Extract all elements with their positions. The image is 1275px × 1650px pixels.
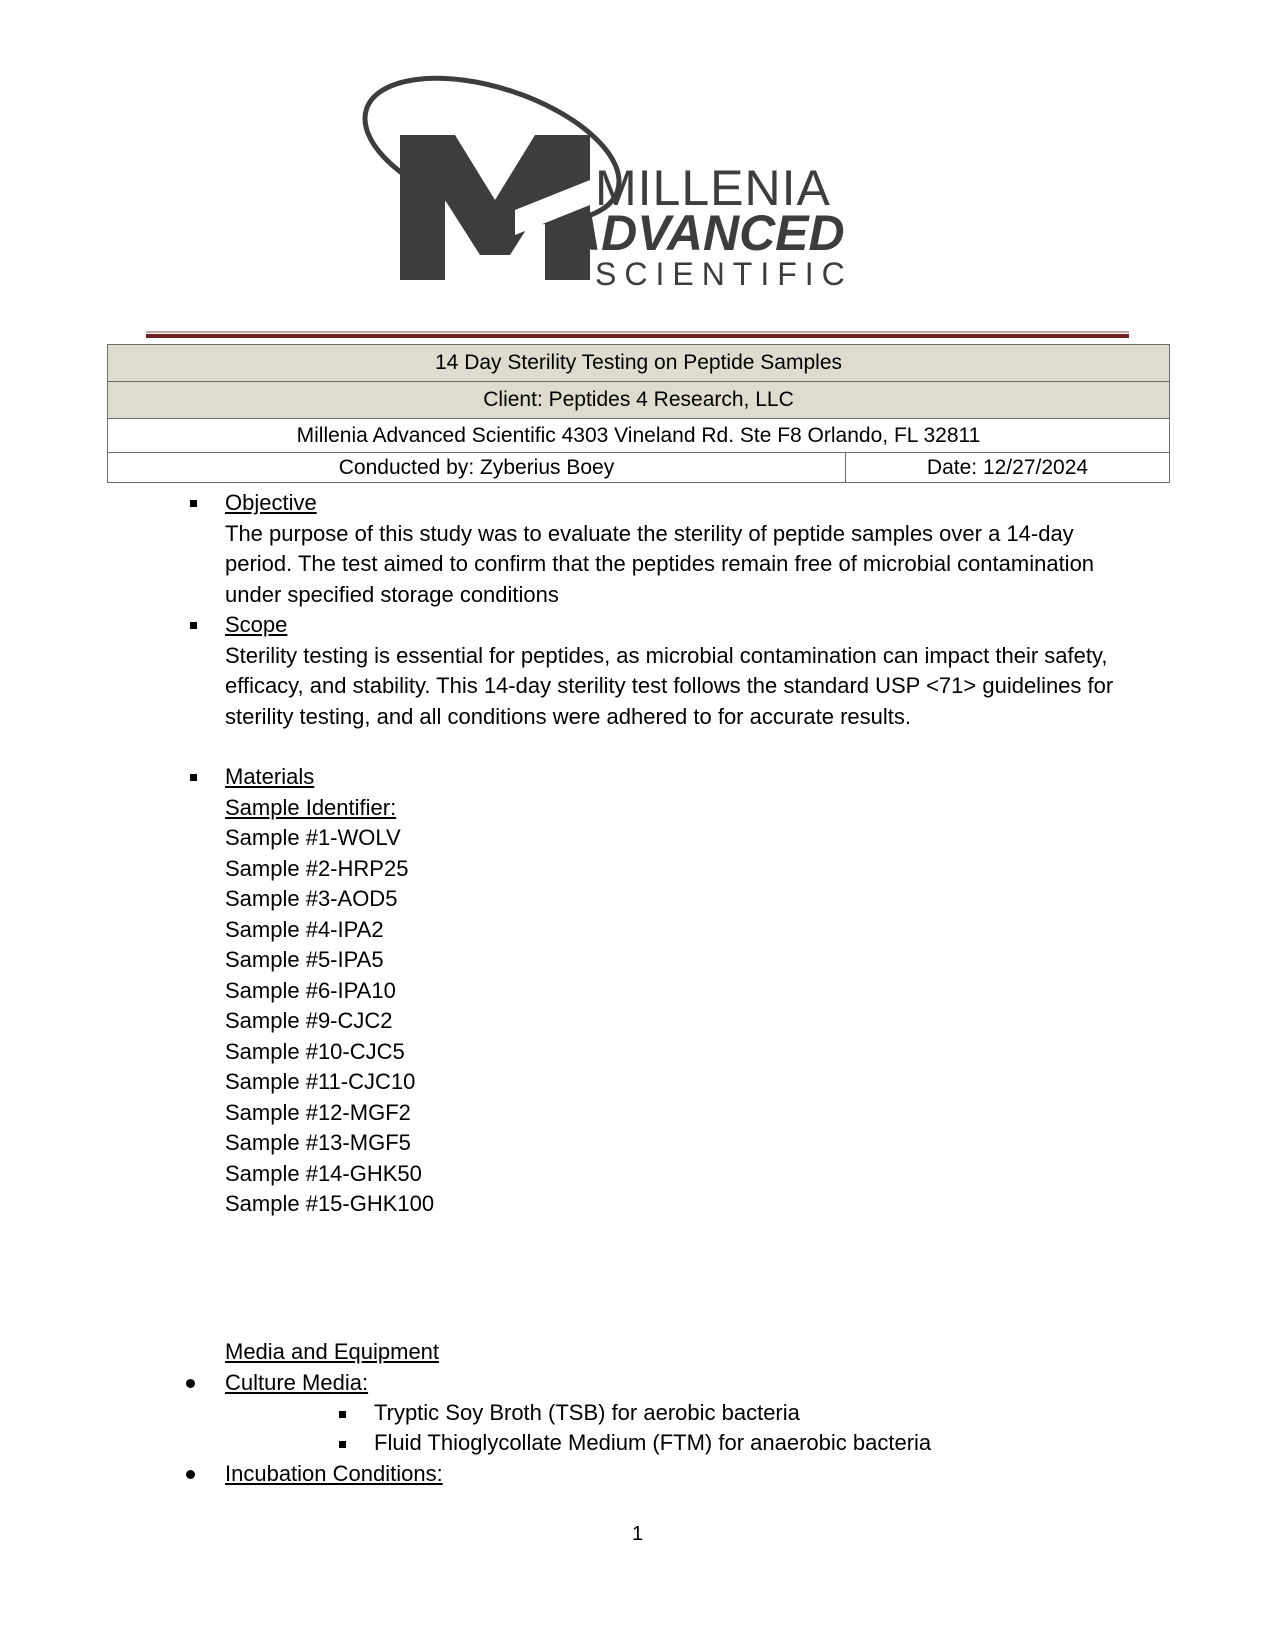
sample-row: Sample #2-HRP25 — [225, 855, 409, 881]
sample-identifier-heading: Sample Identifier: — [225, 794, 397, 820]
culture-item: Tryptic Soy Broth (TSB) for aerobic bacteria — [374, 1400, 800, 1425]
company-logo — [350, 70, 930, 300]
sample-row: Sample #9-CJC2 — [225, 1008, 393, 1033]
sample-row: Sample #14-GHK50 — [225, 1160, 422, 1186]
culture-item-bullet — [339, 1411, 346, 1418]
scope-heading: Scope — [225, 612, 288, 637]
scope-bullet — [190, 622, 197, 629]
sample-row: Sample #3-AOD5 — [225, 886, 398, 911]
page-number: 1 — [631, 1523, 644, 1545]
sample-row: Sample #4-IPA2 — [225, 916, 384, 942]
scope-section — [225, 610, 1125, 732]
culture-item: Fluid Thioglycollate Medium (FTM) for anaerobic bacteria — [374, 1430, 932, 1455]
sample-row: Sample #5-IPA5 — [225, 947, 384, 972]
media-heading: Media and Equipment — [225, 1339, 440, 1364]
client-name: Client: Peptides 4 Research, LLC — [108, 382, 1170, 419]
report-header-table — [107, 344, 1170, 483]
logo-line1: MILLENIA — [595, 160, 831, 216]
objective-section — [225, 488, 1125, 610]
objective-heading: Objective — [225, 490, 317, 515]
sample-row: Sample #11-CJC10 — [225, 1069, 416, 1094]
incubation-bullet — [186, 1470, 195, 1479]
culture-media-bullet — [186, 1379, 195, 1388]
scope-text: Sterility testing is essential for peptides, as microbial contamination can impact their safety, efficacy, and stability. This 14-day sterility test follows the standard USP <71> guidelines for sterility testing, and all conditions were adhered to for accurate results. — [225, 642, 1114, 729]
report-title: 14 Day Sterility Testing on Peptide Samples — [108, 345, 1170, 382]
sample-row: Sample #6-IPA10 — [225, 977, 396, 1003]
sample-row: Sample #15-GHK100 — [225, 1191, 435, 1216]
materials-heading: Materials — [225, 764, 315, 789]
sample-row: Sample #1-WOLV — [225, 825, 401, 850]
sample-row: Sample #12-MGF2 — [225, 1099, 411, 1125]
lab-address: Millenia Advanced Scientific 4303 Vineland Rd. Ste F8 Orlando, FL 32811 — [108, 419, 1170, 453]
sample-row: Sample #10-CJC5 — [225, 1038, 405, 1064]
materials-bullet — [190, 774, 197, 781]
objective-text: The purpose of this study was to evaluate the sterility of peptide samples over a 14-day period. The test aimed to confirm that the peptides remain free of microbial contamination under specified storage conditions — [225, 520, 1095, 607]
conducted-by: Conducted by: Zyberius Boey — [108, 453, 846, 483]
sample-row: Sample #13-MGF5 — [225, 1130, 411, 1155]
report-date: Date: 12/27/2024 — [846, 453, 1170, 483]
logo-line2: ADVANCED — [565, 205, 845, 261]
materials-section — [225, 762, 1125, 1220]
header-rule-light — [146, 331, 1129, 333]
logo-line3: SCIENTIFIC — [595, 256, 853, 292]
header-rule — [146, 334, 1129, 338]
incubation-heading: Incubation Conditions: — [225, 1461, 443, 1486]
culture-item-bullet — [339, 1441, 346, 1448]
objective-bullet — [190, 500, 197, 507]
culture-media-heading: Culture Media: — [225, 1370, 369, 1395]
